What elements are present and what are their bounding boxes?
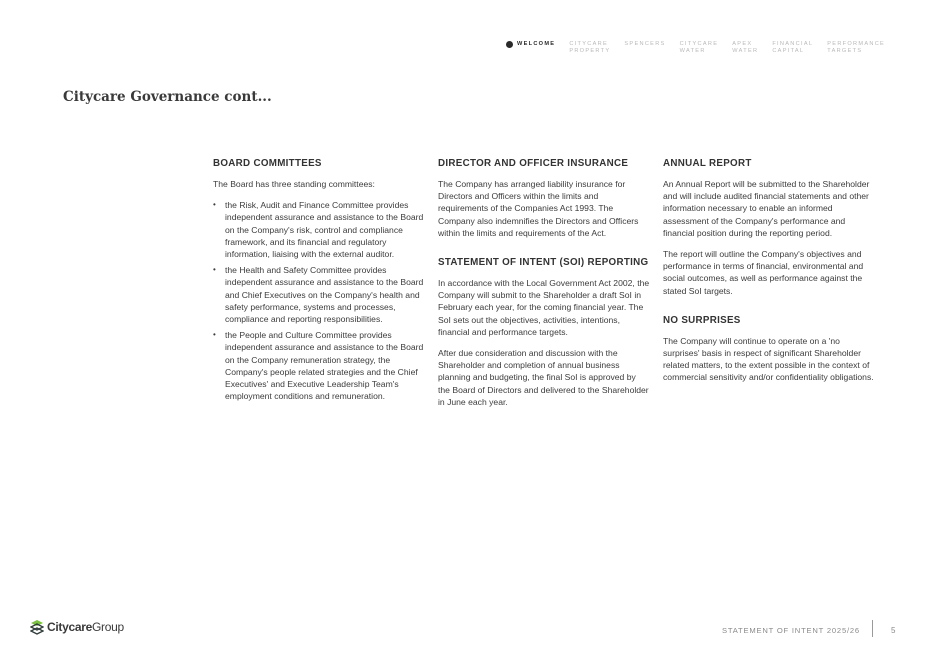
list-item: • the Health and Safety Committee provides independent assurance and assistance to the Board and Chief Executives on the Company's health and safety performance, systems and processes, compliance and reporting responsibilities. — [213, 264, 425, 325]
logo-wordmark: CitycareGroup — [47, 620, 124, 634]
no-surprises-text: The Company will continue to operate on a 'no surprises' basis in respect of significant Shareholder related matters, to the extent possible in the context of commercial sensitivity and/or confidentiality obligations. — [663, 335, 874, 383]
nav-item-welcome[interactable] — [506, 41, 555, 55]
list-item: • the Risk, Audit and Finance Committee provides independent assurance and assistance to the Board on the Company's risk, control and compliance framework, and its financial and regulatory information, liaising with the external auditor. — [213, 199, 425, 260]
nav-item-financial-capital[interactable]: FINANCIAL CAPITAL — [772, 41, 814, 54]
director-officer-section — [438, 158, 650, 417]
director-insurance-heading: DIRECTOR AND OFFICER INSURANCE — [438, 158, 629, 169]
citycare-stack-icon — [30, 619, 44, 635]
no-surprises-heading: NO SURPRISES — [663, 314, 741, 326]
director-insurance-text: The Company has arranged liability insurance for Directors and Officers within the limits and requirements of the Companies Act 1993. The Company also indemnifies the Directors and Officers within the limits and requirements of the Act. — [438, 179, 639, 238]
page-number: 5 — [891, 626, 896, 635]
soi-reporting-heading: STATEMENT OF INTENT (SOI) REPORTING — [438, 257, 649, 269]
nav-item-citycare-property[interactable]: CITYCARE PROPERTY — [569, 41, 611, 54]
annual-report-section — [663, 158, 875, 393]
footer-divider — [872, 620, 873, 637]
section-nav — [506, 41, 899, 55]
soi-reporting-p1: In accordance with the Local Government Act 2002, the Company will submit to the Shareholder a draft SoI in February each year, for the coming financial year. The SoI sets out the objectives, activities, intentions, financial and performance targets. — [438, 278, 650, 337]
nav-item-citycare-water[interactable]: CITYCARE WATER — [679, 41, 719, 54]
annual-report-heading: ANNUAL REPORT — [663, 158, 752, 169]
page-title: Citycare Governance cont... — [63, 89, 272, 105]
board-committees-intro: The Board has three standing committees: — [213, 179, 375, 189]
board-committees-section — [213, 158, 425, 406]
annual-report-p1: An Annual Report will be submitted to the Shareholder and will include audited financial statements and other information necessary to enable an informed assessment of the Company's performance and financial position during the reporting period. — [663, 179, 870, 238]
nav-item-spencers[interactable]: SPENCERS — [624, 41, 666, 47]
annual-report-p2: The report will outline the Company's objectives and performance in terms of financial, environmental and social outcomes, as well as performance against the stated SoI targets. — [663, 249, 864, 296]
board-committees-heading: BOARD COMMITTEES — [213, 158, 322, 169]
footer-document-title: STATEMENT OF INTENT 2025/26 — [722, 626, 860, 635]
soi-reporting-p2: After due consideration and discussion with the Shareholder and completion of annual business planning and budgeting, the final SoI is approved by the Board of Directors and delivered to the Shareholder in June each year. — [438, 348, 649, 407]
list-item: • the People and Culture Committee provides independent assurance and assistance to the Board on the Company remuneration strategy, the Company's people related strategies and the Chief Executives' and Executive Leadership Team's employment conditions and remuneration. — [213, 329, 425, 402]
citycare-group-logo — [30, 619, 124, 635]
active-dot-icon — [506, 41, 513, 48]
nav-item-label: WELCOME — [517, 41, 556, 47]
committee-list — [213, 199, 425, 402]
nav-item-apex-water[interactable]: APEX WATER — [732, 41, 759, 54]
nav-item-performance-targets[interactable]: PERFORMANCE TARGETS — [827, 41, 886, 54]
